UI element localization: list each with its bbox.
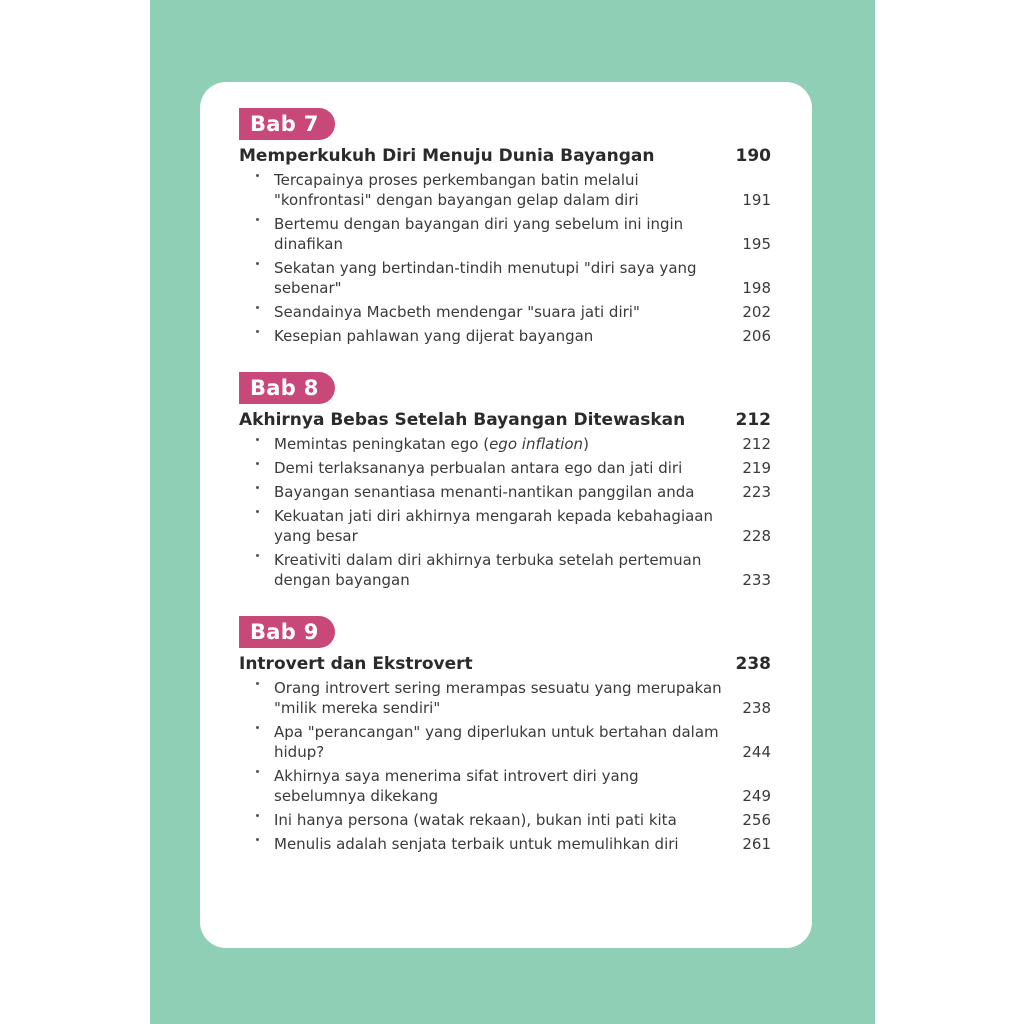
chapter-7: [239, 108, 771, 346]
toc-entry: [239, 434, 771, 454]
book-page: [150, 0, 875, 1024]
toc-entry: [239, 506, 771, 546]
toc-entry: [239, 170, 771, 210]
toc-entry: [239, 722, 771, 762]
chapter-title-row: [239, 654, 771, 674]
chapter-badge: Bab 9: [239, 616, 335, 648]
toc-entry: [239, 258, 771, 298]
toc-entry: [239, 326, 771, 346]
entry-title: [274, 434, 741, 454]
chapter-page-number: 190: [735, 146, 771, 166]
chapter-title: Memperkukuh Diri Menuju Dunia Bayangan: [239, 146, 655, 166]
chapter-page-number: 238: [735, 654, 771, 674]
entry-title: Kekuatan jati diri akhirnya mengarah kepada kebahagiaan yang besar: [274, 507, 713, 545]
entry-page-number: 261: [742, 835, 771, 853]
entry-page-number: 206: [742, 327, 771, 345]
entry-title: Apa "perancangan" yang diperlukan untuk bertahan dalam hidup?: [274, 723, 719, 761]
entry-title: Bertemu dengan bayangan diri yang sebelum ini ingin dinafikan: [274, 215, 684, 253]
entry-page-number: 244: [742, 743, 771, 761]
entry-page-number: 219: [742, 459, 771, 477]
chapter-8: [239, 372, 771, 590]
chapter-9: [239, 616, 771, 854]
entry-title: Orang introvert sering merampas sesuatu yang merupakan "milik mereka sendiri": [274, 679, 722, 717]
chapter-title-row: [239, 410, 771, 430]
toc-entry: [239, 214, 771, 254]
entry-title: Tercapainya proses perkembangan batin melalui "konfrontasi" dengan bayangan gelap dalam diri: [274, 171, 639, 209]
entry-page-number: 238: [742, 699, 771, 717]
toc-entry: [239, 834, 771, 854]
toc-entry: [239, 766, 771, 806]
entry-title: Kesepian pahlawan yang dijerat bayangan: [274, 327, 594, 345]
entry-page-number: 198: [742, 279, 771, 297]
entry-page-number: 249: [742, 787, 771, 805]
entry-title-italic: ego inflation: [489, 435, 584, 453]
entry-title: Bayangan senantiasa menanti-nantikan panggilan anda: [274, 483, 695, 501]
entry-page-number: 223: [742, 483, 771, 501]
entry-title: Demi terlaksananya perbualan antara ego dan jati diri: [274, 459, 683, 477]
entry-page-number: 212: [742, 435, 771, 453]
contents-card: [200, 82, 812, 948]
entry-page-number: 233: [742, 571, 771, 589]
entry-page-number: 191: [742, 191, 771, 209]
table-of-contents: [239, 108, 771, 880]
toc-entry: [239, 550, 771, 590]
entry-title: Kreativiti dalam diri akhirnya terbuka setelah pertemuan dengan bayangan: [274, 551, 702, 589]
entry-title: Ini hanya persona (watak rekaan), bukan inti pati kita: [274, 811, 677, 829]
chapter-title-row: [239, 146, 771, 166]
entry-title: Akhirnya saya menerima sifat introvert diri yang sebelumnya dikekang: [274, 767, 639, 805]
entry-page-number: 195: [742, 235, 771, 253]
chapter-page-number: 212: [735, 410, 771, 430]
chapter-badge: Bab 8: [239, 372, 335, 404]
entry-title-end: ): [583, 435, 589, 453]
toc-entry: [239, 458, 771, 478]
entry-title-main: Memintas peningkatan ego (: [274, 435, 490, 453]
chapter-title: Akhirnya Bebas Setelah Bayangan Ditewaskan: [239, 410, 686, 430]
entry-title: Sekatan yang bertindan-tindih menutupi "diri saya yang sebenar": [274, 259, 697, 297]
entry-title: Menulis adalah senjata terbaik untuk memulihkan diri: [274, 835, 679, 853]
chapter-title: Introvert dan Ekstrovert: [239, 654, 473, 674]
toc-entry: [239, 302, 771, 322]
entry-title: Seandainya Macbeth mendengar "suara jati diri": [274, 303, 640, 321]
toc-entry: [239, 482, 771, 502]
toc-entry: [239, 678, 771, 718]
chapter-badge: Bab 7: [239, 108, 335, 140]
entry-page-number: 228: [742, 527, 771, 545]
toc-entry: [239, 810, 771, 830]
entry-page-number: 202: [742, 303, 771, 321]
entry-page-number: 256: [742, 811, 771, 829]
